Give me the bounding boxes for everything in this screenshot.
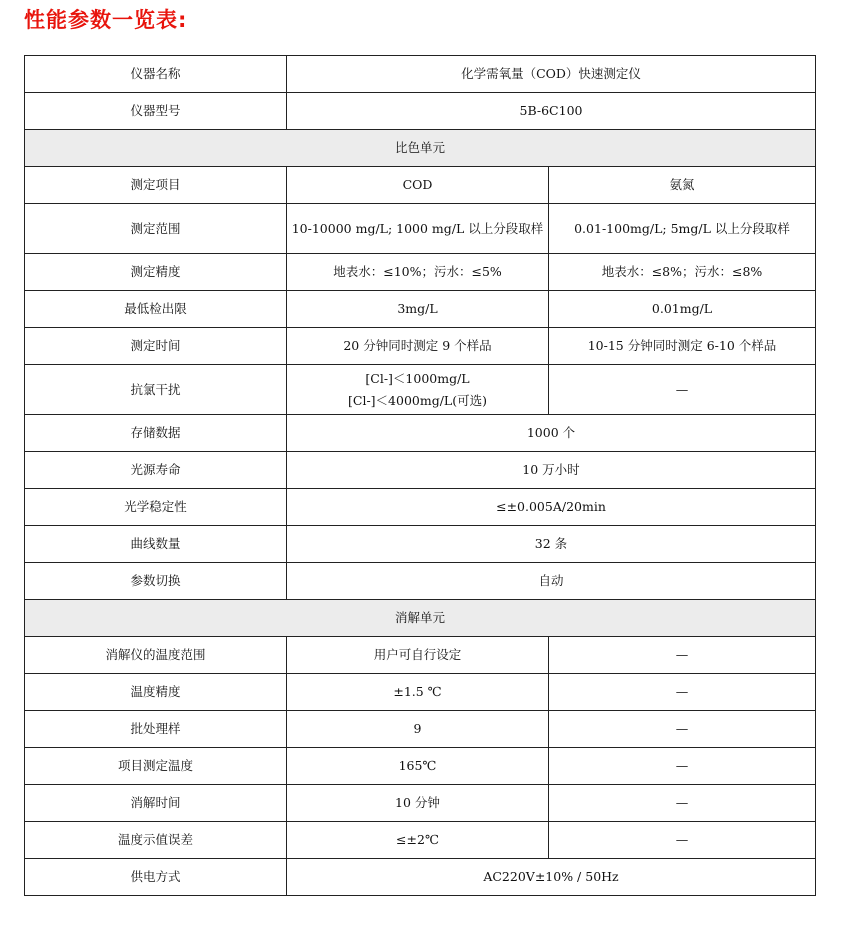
section-header-digestion: 消解单元: [25, 600, 816, 637]
row-label: 测定范围: [25, 204, 287, 254]
row-label: 光源寿命: [25, 452, 287, 489]
row-value: ≤±0.005A/20min: [287, 489, 816, 526]
table-row: [25, 637, 816, 674]
section-header-colorimetric: 比色单元: [25, 130, 816, 167]
ammonia-cell: 0.01-100mg/L; 5mg/L 以上分段取样: [549, 204, 816, 254]
ammonia-cell: —: [549, 365, 816, 415]
chlorine-limit-optional: [Cl-]＜4000mg/L(可选): [348, 392, 487, 408]
cod-cell: COD: [287, 167, 549, 204]
cod-cell: 3mg/L: [287, 291, 549, 328]
row-label: 项目测定温度: [25, 748, 287, 785]
table-row: [25, 365, 816, 415]
row-label: 光学稳定性: [25, 489, 287, 526]
row-other: —: [549, 822, 816, 859]
table-row: [25, 748, 816, 785]
cod-cell: 10-10000 mg/L; 1000 mg/L 以上分段取样: [287, 204, 549, 254]
row-value: 5B-6C100: [287, 93, 816, 130]
table-row: [25, 93, 816, 130]
row-other: —: [549, 674, 816, 711]
row-label: 温度示值误差: [25, 822, 287, 859]
row-label: 仪器型号: [25, 93, 287, 130]
ammonia-cell: 10-15 分钟同时测定 6-10 个样品: [549, 328, 816, 365]
row-label: 消解仪的温度范围: [25, 637, 287, 674]
row-other: —: [549, 637, 816, 674]
section-header-row: [25, 600, 816, 637]
row-label: 抗氯干扰: [25, 365, 287, 415]
ammonia-cell: 0.01mg/L: [549, 291, 816, 328]
row-value: 10 万小时: [287, 452, 816, 489]
cod-cell: 20 分钟同时测定 9 个样品: [287, 328, 549, 365]
table-row: [25, 56, 816, 93]
table-row: [25, 674, 816, 711]
row-other: —: [549, 711, 816, 748]
row-label: 测定精度: [25, 254, 287, 291]
section-header-row: [25, 130, 816, 167]
row-label: 供电方式: [25, 859, 287, 896]
row-value: 化学需氧量（COD）快速测定仪: [287, 56, 816, 93]
row-value: ±1.5 ℃: [287, 674, 549, 711]
row-value: 9: [287, 711, 549, 748]
row-label: 测定时间: [25, 328, 287, 365]
row-value: 用户可自行设定: [287, 637, 549, 674]
table-row: [25, 563, 816, 600]
row-label: 消解时间: [25, 785, 287, 822]
row-label: 仪器名称: [25, 56, 287, 93]
table-row: [25, 526, 816, 563]
table-row: [25, 291, 816, 328]
row-label: 存储数据: [25, 415, 287, 452]
table-row: [25, 328, 816, 365]
row-other: —: [549, 785, 816, 822]
ammonia-cell: 地表水：≤8%；污水：≤8%: [549, 254, 816, 291]
row-value: ≤±2℃: [287, 822, 549, 859]
row-label: 最低检出限: [25, 291, 287, 328]
row-label: 曲线数量: [25, 526, 287, 563]
row-other: —: [549, 748, 816, 785]
row-label: 参数切换: [25, 563, 287, 600]
row-value: 1000 个: [287, 415, 816, 452]
table-row: [25, 785, 816, 822]
table-row: [25, 167, 816, 204]
table-row: [25, 822, 816, 859]
row-value: 10 分钟: [287, 785, 549, 822]
table-row: [25, 859, 816, 896]
ammonia-cell: 氨氮: [549, 167, 816, 204]
table-row: [25, 415, 816, 452]
row-value: 165℃: [287, 748, 549, 785]
table-row: [25, 254, 816, 291]
page-title: 性能参数一览表:: [24, 8, 188, 32]
row-label: 批处理样: [25, 711, 287, 748]
row-value: AC220V±10% / 50Hz: [287, 859, 816, 896]
cod-cell: 地表水：≤10%；污水：≤5%: [287, 254, 549, 291]
table-row: [25, 204, 816, 254]
table-row: [25, 711, 816, 748]
table-row: [25, 489, 816, 526]
row-value: 自动: [287, 563, 816, 600]
spec-table: [24, 55, 816, 896]
table-row: [25, 452, 816, 489]
row-label: 测定项目: [25, 167, 287, 204]
cod-cell: [287, 365, 549, 415]
row-label: 温度精度: [25, 674, 287, 711]
row-value: 32 条: [287, 526, 816, 563]
chlorine-limit-standard: [Cl-]＜1000mg/L: [365, 370, 470, 386]
